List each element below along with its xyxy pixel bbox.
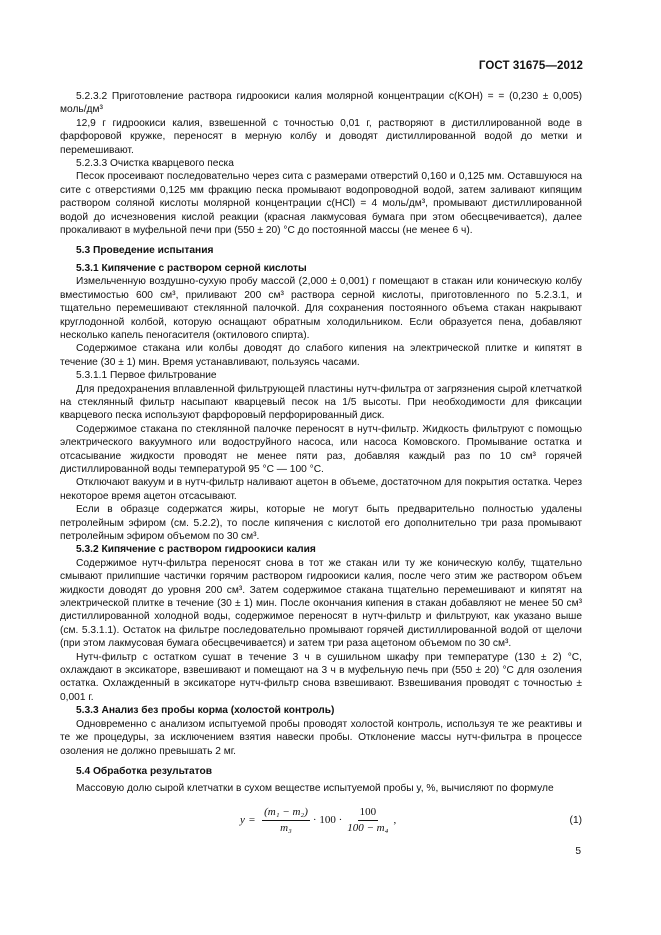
paragraph-5-3-1-1-title: 5.3.1.1 Первое фильтрование <box>76 370 217 382</box>
fraction-1-denominator: m₃ <box>280 822 292 835</box>
section-heading-5-4: 5.4 Обработка результатов <box>76 765 213 777</box>
paragraph: Если в образце содержатся жиры, которые не могут быть предварительно полностью удалены петролейным эфиром (см. 5.2.2), то после кипячения с кислотой его дополнительно три раза промывают петролейным эфиром объемом по 30 см³. <box>60 504 582 542</box>
formula-expression <box>240 802 396 840</box>
paragraph: Содержимое стакана или колбы доводят до слабого кипения на электрической плитке и кипятят в течение (30 ± 1) мин. Время устанавливают, пользуясь часами. <box>60 343 582 368</box>
fraction-2-numerator: 100 <box>358 806 379 821</box>
formula-tail: , <box>393 814 397 827</box>
standard-code-header: ГОСТ 31675—2012 <box>478 60 583 72</box>
fraction-2-denominator: 100 − m₄ <box>347 822 389 835</box>
formula-number: (1) <box>569 814 582 826</box>
section-heading-5-3: 5.3 Проведение испытания <box>76 245 214 257</box>
fraction-1-numerator: (m₁ − m₂) <box>262 806 310 821</box>
paragraph: Содержимое нутч-фильтра переносят снова в тот же стакан или ту же коническую колбу, тщательно смывают прилипшие частички горячим раствором гидроокиси калия, после чего этим же раствором объем жидкости доводят до уровня 200 см³. Затем содержимое стакана тщательно перемешивают и кипятят на электрической плитке в течение (30 ± 1) мин. После окончания кипения в стакан добавляют не менее 50 см³ дистиллированной холодной воды, содержимое переносят в нутч-фильтр и фильтруют, как указано выше (см. 5.3.1.1). Остаток на фильтре последовательно промывают горячей дистиллированной водой от щелочи (при этом лакмусовая бумага обесцвечивается) и затем три раза ацетоном объемом по 30 см³. <box>60 557 582 650</box>
paragraph: Массовую долю сырой клетчатки в сухом веществе испытуемой пробы y, %, вычисляют по формуле <box>76 783 554 795</box>
paragraph: Песок просеивают последовательно через сита с размерами отверстий 0,160 и 0,125 мм. Оставшуюся на сите с отверстиями 0,125 мм фракцию песка промывают водопроводной водой, затем заливают кипящим раствором соляной кислоты молярной концентрации c(HCl) = 4 моль/дм³, промывают дистиллированной водой до исчезновения кислой реакции (красная лакмусовая бумага при этом обесцвечивается), далее прокаливают в муфельной печи при (550 ± 20) °C до постоянной массы (не менее 6 ч). <box>60 171 582 237</box>
formula-multiplier: · 100 · <box>312 814 343 827</box>
paragraph: Нутч-фильтр с остатком сушат в течение 3 ч в сушильном шкафу при температуре (130 ± 2) °C, охлаждают в эксикаторе, взвешивают и помещают на 3 ч в муфельную печь при (550 ± 20) °C для озоления остатка. Охлажденный в эксикаторе нутч-фильтр снова взвешивают. Взвешивания проводят с точностью ± 0,001 г. <box>60 651 582 703</box>
formula-fraction-1 <box>262 806 310 836</box>
paragraph: 12,9 г гидроокиси калия, взвешенной с точностью 0,01 г, растворяют в дистиллированной воде в фарфоровой кружке, переносят в мерную колбу и доводят дистиллированной водой до метки и перемешивают. <box>60 117 582 156</box>
document-body <box>60 90 582 840</box>
paragraph: Содержимое стакана по стеклянной палочке переносят в нутч-фильтр. Жидкость фильтруют с помощью электрического вакуумного или водоструйного насоса, или насоса Комовского. Промывание остатка и отсасывание жидкости проводят не менее пяти раз, добавляя каждый раз по 10 см³ горячей дистиллированной воды температурой 95 °C — 100 °C. <box>60 423 582 475</box>
paragraph-5-2-3-3-title: 5.2.3.3 Очистка кварцевого песка <box>76 158 234 170</box>
formula-equals: = <box>248 814 256 827</box>
paragraph: Одновременно с анализом испытуемой пробы проводят холостой контроль, используя те же реактивы и те же процедуры, за исключением взятия навески пробы. Отклонение массы нутч-фильтра в процессе озоления не должно превышать 2 мг. <box>60 718 582 757</box>
paragraph-5-2-3-2-title: 5.2.3.2 Приготовление раствора гидроокиси калия молярной концентрации c(KOH) = = (0,230 ± 0,005) моль/дм³ <box>60 91 582 116</box>
section-heading-5-3-3: 5.3.3 Анализ без пробы корма (холостой контроль) <box>76 705 335 717</box>
formula-lhs: y <box>240 814 245 827</box>
section-heading-5-3-1: 5.3.1 Кипячение с раствором серной кислоты <box>76 262 307 274</box>
formula-1 <box>60 802 582 840</box>
section-heading-5-3-2: 5.3.2 Кипячение с раствором гидроокиси калия <box>76 544 316 556</box>
paragraph: Для предохранения вплавленной фильтрующей пластины нутч-фильтра от загрязнения сырой клетчаткой на стеклянный фильтр насыпают кварцевый песок на 1/5 высоты. При необходимости для фиксации кварцевого песка используют фарфоровый перфорированный диск. <box>60 383 582 422</box>
page-number: 5 <box>575 846 581 857</box>
paragraph: Отключают вакуум и в нутч-фильтр наливают ацетон в объеме, достаточном для покрытия остатка. Через некоторое время ацетон отсасывают. <box>60 477 582 502</box>
formula-fraction-2 <box>345 806 390 836</box>
paragraph: Измельченную воздушно-сухую пробу массой (2,000 ± 0,001) г помещают в стакан или коническую колбу вместимостью 600 см³, приливают 200 см³ раствора серной кислоты, приготовленного по 5.2.3.1, и тщательно перемешивают стеклянной палочкой. Для сохранения постоянного объема стакан накрывают круглодонной колбой, которую оснащают обратным холодильником. Если образуется пена, добавляют несколько капель пеногасителя (октилового спирта). <box>60 276 582 341</box>
